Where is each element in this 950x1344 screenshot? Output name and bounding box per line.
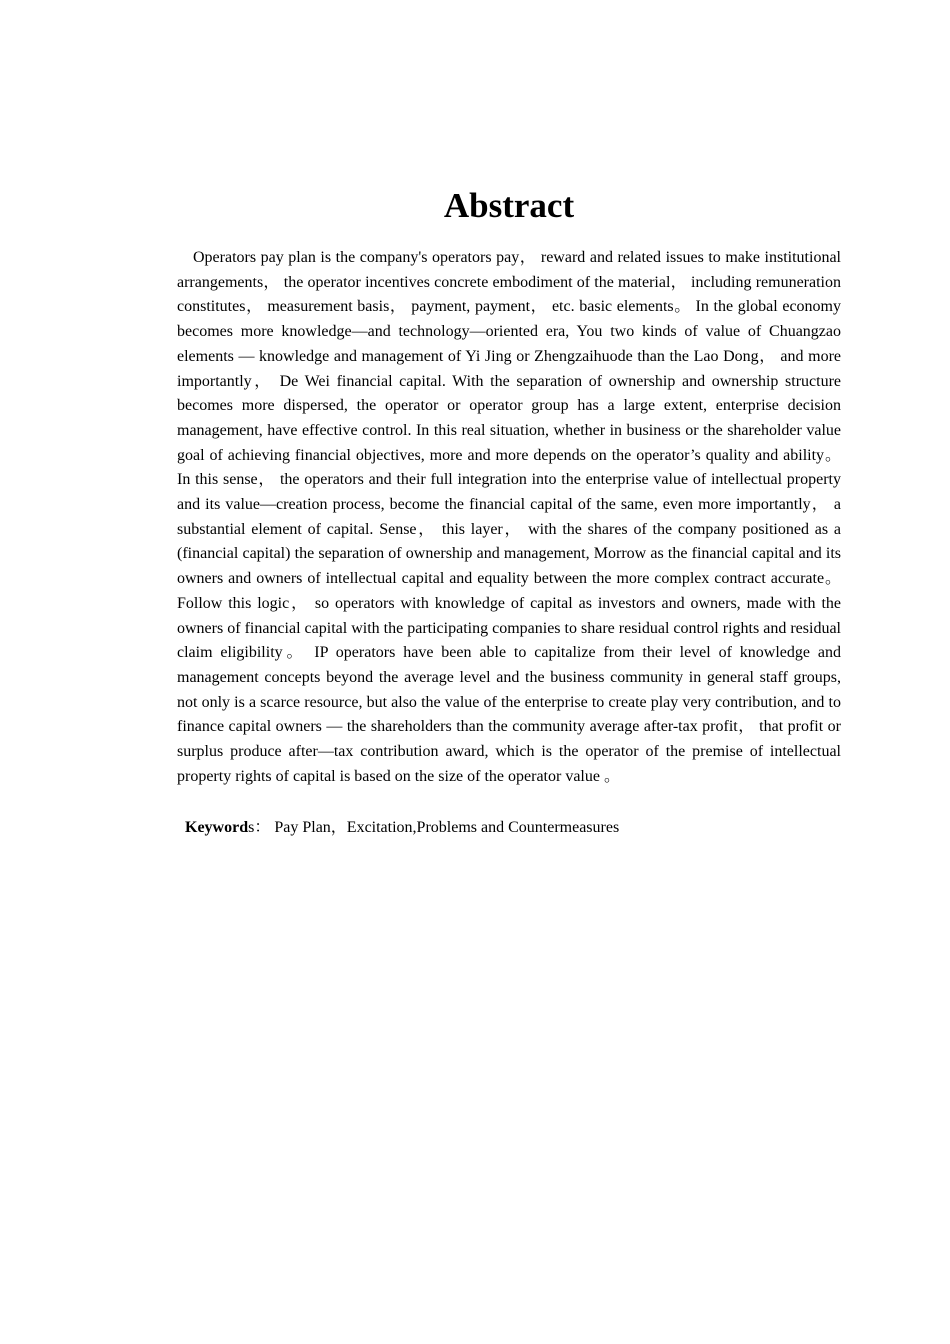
keywords-text: Pay Plan，Excitation,Problems and Countermeasures [274,819,620,836]
keywords-suffix: s： [248,819,271,836]
abstract-title: Abstract [443,186,575,225]
keywords-line [185,816,841,840]
abstract-body: Operators pay plan is the company's operators pay， reward and related issues to make institutional arrangements， the operator incentives concrete embodiment of the material， including remuneration constitutes， measurement basis， payment, payment， etc. basic elements。 In the global economy becomes more knowledge—and technology—oriented era, You two kinds of value of Chuangzao elements — knowledge and management of Yi Jing or Zhengzaihuode than the Lao Dong， and more importantly， De Wei financial capital. With the separation of ownership and ownership structure becomes more dispersed, the operator or operator group has a large extent, enterprise decision management, have effective control. In this real situation, whether in business or the shareholder value goal of achieving financial objectives, more and more depends on the operator’s quality and ability。 In this sense， the operators and their full integration into the enterprise value of intellectual property and its value—creation process, become the financial capital of the same, even more importantly， a substantial element of capital. Sense， this layer， with the shares of the company positioned as a (financial capital) the separation of ownership and management, Morrow as the financial capital and its owners and owners of intellectual capital and equality between the more complex contract accurate。 Follow this logic， so operators with knowledge of capital as investors and owners, made with the owners of financial capital with the participating companies to share residual control rights and residual claim eligibility。 IP operators have been able to capitalize from their level of knowledge and management concepts beyond the average level and the business community in general staff groups, not only is a scarce resource, but also the value of the enterprise to create play very contribution, and to finance capital owners — the shareholders than the community average after-tax profit， that profit or surplus produce after—tax contribution award, which is the operator of the premise of intellectual property rights of capital is based on the size of the operator value 。 [177,249,842,785]
keywords-label: Keyword [185,819,249,836]
